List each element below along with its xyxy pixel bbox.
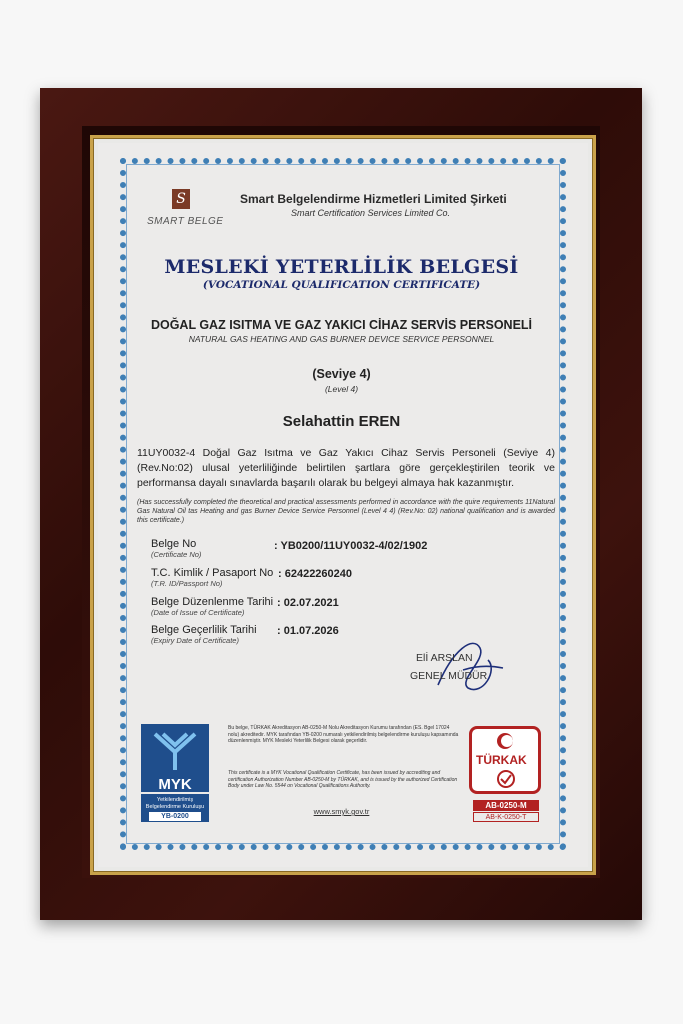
turkak-label: TÜRKAK [476, 753, 527, 767]
field-sublabel: (Date of Issue of Certificate) [151, 608, 245, 617]
myk-line1: Yetkilendirilmiş [156, 797, 194, 803]
smart-belge-logo-icon: S [172, 189, 190, 209]
company-name: Smart Belgelendirme Hizmetleri Limited Şirketi [240, 192, 507, 206]
statement-text-en: (Has successfully completed the theoretical and practical assessments performed in accordance with the quire requirements 11Natural Gas Natural Oil tas Heating and gas Burner Device Service Personnel (Level 4 4) (Rev.No: 02) national qualification and is awarded this certificate.) [137, 499, 555, 524]
field-label: T.C. Kimlik / Pasaport No [151, 567, 274, 579]
signatory-title: GENEL MÜDÜR [410, 670, 488, 682]
myk-code: YB-0200 [149, 812, 201, 821]
field-id-no [151, 567, 273, 588]
myk-logo-text: MYK [158, 776, 192, 793]
field-value: : 02.07.2021 [277, 597, 339, 609]
check-badge-icon [496, 769, 516, 789]
signature-scribble-icon [428, 630, 508, 700]
field-sublabel: (T.R. ID/Passport No) [151, 579, 223, 588]
holder-name: Selahattin EREN [282, 413, 401, 430]
statement-text: 11UY0032-4 Doğal Gaz Isıtma ve Gaz Yakıcı Cihaz Servis Personeli (Seviye 4) (Rev.No:02) ulusal yeterliliğinde belirtilen şartlara göre gerçekleştirilen teorik ve performansa dayalı sınavlarda başarılı olarak bu belgeyi almaya hak kazanmıştır. [137, 447, 555, 489]
certificate-title: MESLEKİ YETERLİLİK BELGESİ [164, 256, 519, 278]
field-value: : 62422260240 [278, 568, 353, 580]
footer-fine-print: Bu belge, TÜRKAK Akreditasyon AB-0250-M Nolu Akreditasyon Kurumu tarafından (ES. Bgel 17024 nolu) akreditedir. MYK tarafından YB-0200 numaralı yetkilendirilmiş belgelendirme kuruluşu kapsamında düzenlenmiştir. MYK Mesleki Yeterlilik Belgesi olarak geçerlidir. [228, 725, 459, 744]
field-value: : 01.07.2026 [277, 625, 339, 637]
signatory-name: Elİ ARSLAN [416, 652, 473, 664]
footer-website-link[interactable]: www.smyk.gov.tr [313, 807, 370, 816]
certificate-title-en: (VOCATIONAL QUALIFICATION CERTIFICATE) [202, 279, 481, 291]
level-en: (Level 4) [324, 384, 359, 394]
occupation-title-en: NATURAL GAS HEATING AND GAS BURNER DEVICE SERVICE PERSONNEL [188, 334, 495, 344]
field-label: Belge Geçerlilik Tarihi [151, 624, 257, 636]
field-issue-date [151, 596, 273, 617]
crescent-star-icon [494, 731, 516, 751]
field-label: Belge Düzenlenme Tarihi [151, 596, 274, 608]
turkak-logo [469, 726, 541, 794]
field-sublabel: (Certificate No) [151, 550, 202, 559]
company-logo-text: SMART BELGE [147, 216, 224, 227]
company-name-en: Smart Certification Services Limited Co. [291, 208, 451, 218]
field-value: : YB0200/11UY0032-4/02/1902 [274, 540, 428, 552]
field-certificate-no [151, 538, 201, 559]
footer-fine-print-en: This certificate is a MYK Vocational Qualification Certificate, has been issued by accrediting and certification Authorization Number AB-0250-M by TÜRKAK, and is issued by the authorized Certification Body under Law No. 5544 on Vocational Qualifications Authority. [228, 770, 458, 789]
field-label: Belge No [151, 538, 197, 550]
field-expiry-date [151, 624, 257, 645]
level: (Seviye 4) [312, 367, 371, 381]
occupation-title: DOĞAL GAZ ISITMA VE GAZ YAKICI CİHAZ SERVİS PERSONELİ [150, 318, 533, 332]
turkak-code: AB-0250-M [473, 800, 539, 811]
turkak-code-secondary: AB-K-0250-T [473, 812, 539, 822]
field-sublabel: (Expiry Date of Certificate) [151, 636, 239, 645]
myk-line2: Belgelendirme Kuruluşu [145, 804, 205, 810]
myk-symbol-icon [141, 724, 209, 774]
